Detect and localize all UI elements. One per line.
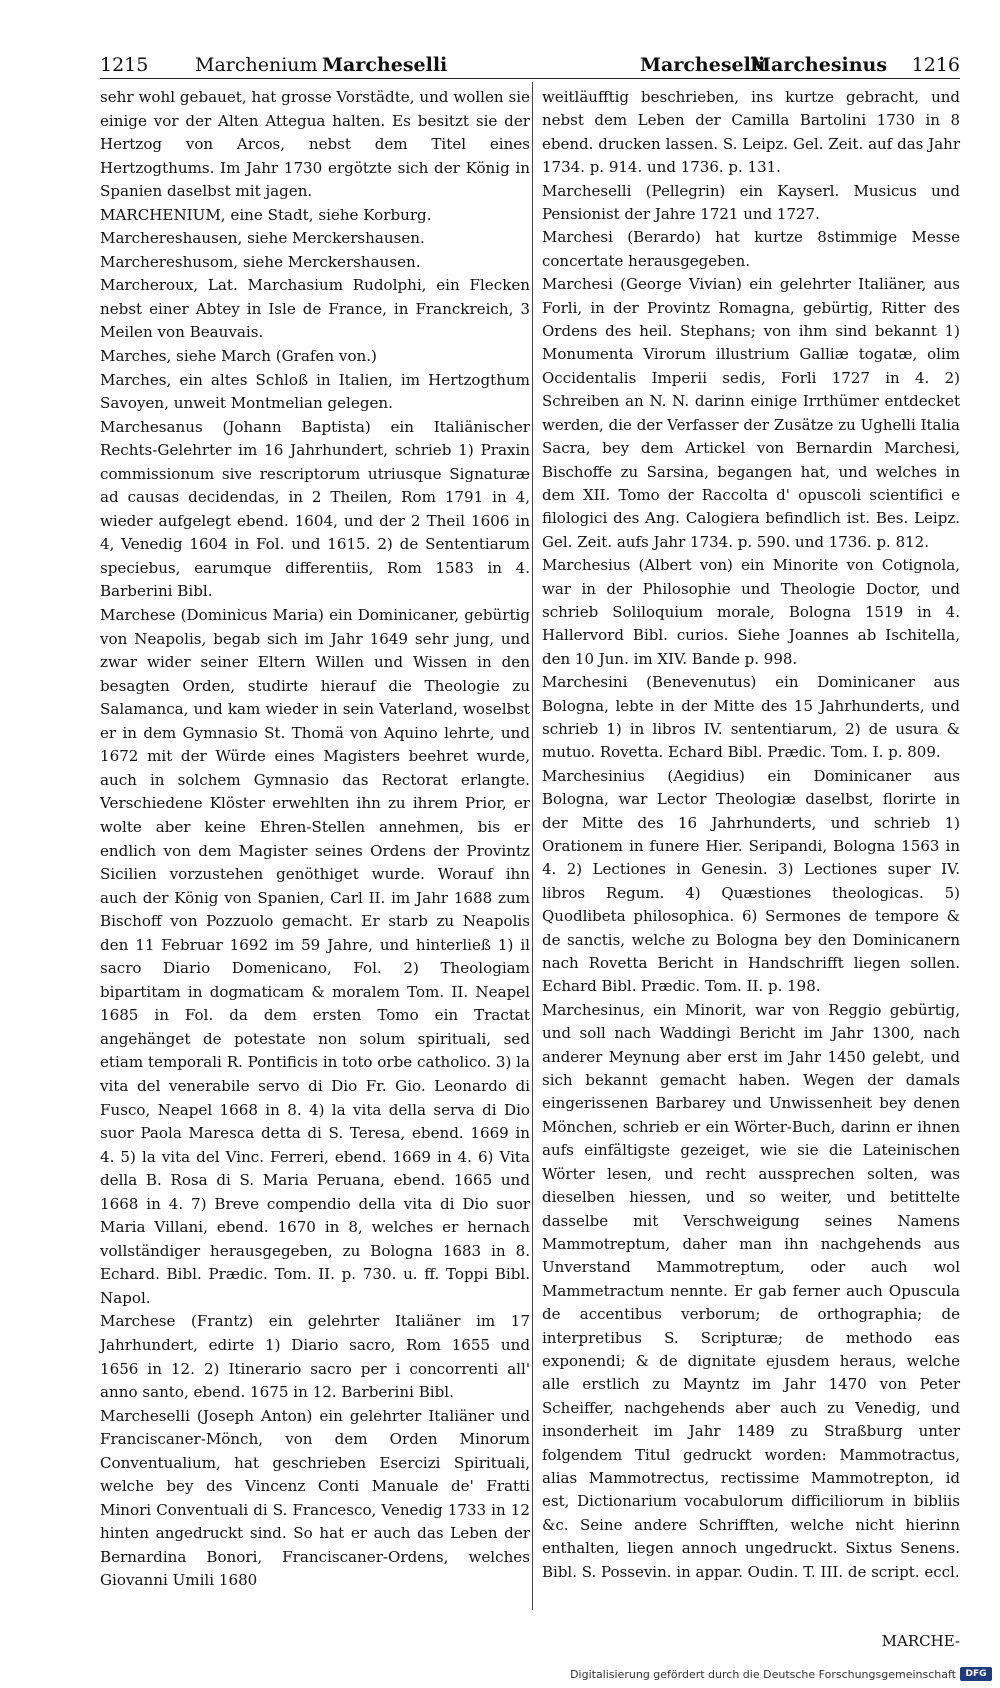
header-keyword-right-b: Marchesinus: [750, 54, 888, 76]
dfg-logo-icon: DFG: [960, 1667, 992, 1681]
entry: Marches, ein altes Schloß in Italien, im Hertzogthum Savoyen, unweit Montmelian gelegen.: [100, 370, 530, 413]
page-number-left: 1215: [100, 54, 149, 76]
entry: Marchesius (Albert von) ein Minorite von Cotignola, war in der Philosophie und Theologie Doctor, und schrieb Soliloquium morale, Bologna 1519 in 4. Hallervord Bibl. curios. Siehe Joannes ab Ischitella, den 10 Jun. im XIV. Bande p. 998.: [542, 556, 960, 668]
column-separator: [532, 82, 533, 1610]
entry: Marchese (Dominicus Maria) ein Dominicaner, gebürtig von Neapolis, begab sich im Jahr 1649 sehr jung, und zwar wider seiner Eltern Willen und Wissen in den besagten Orden, studirte hierauf die Theologie zu Salamanca, und kam wieder in sein Vaterland, woselbst er in dem Gymnasio St. Thomä von Aquino lehrte, und 1672 mit der Würde eines Magisters beehret wurde, auch in solchem Gymnasio das Rectorat erlangte. Verschiedene Klöster erwehlten ihn zu ihrem Prior, er wolte aber keine Ehren-Stellen annehmen, bis er endlich von dem Magister seines Ordens der Provintz Sicilien vorzustehen genöthiget wurde. Worauf ihn auch der König von Spanien, Carl II. im Jahr 1688 zum Bischoff von Pozzuolo gemacht. Er starb zu Neapolis den 11 Februar 1692 im 59 Jahre, und hinterließ 1) il sacro Diario Domenicano, Fol. 2) Theologiam bipartitam in dogmaticam & moralem Tom. II. Neapel 1685 in Fol. da dem ersten Tomo ein Tractat angehänget de potestate non solum spirituali, sed etiam temporali R. Pontificis in toto orbe catholico. 3) la vita del venerabile servo di Dio Fr. Gio. Leonardo di Fusco, Neapel 1668 in 8. 4) la vita della serva di Dio suor Paola Maresca detta di S. Teresa, ebend. 1669 in 4. 5) la vita del Vinc. Ferreri, ebend. 1669 in 4. 6) Vita della B. Rosa di S. Maria Peruana, ebend. 1665 und 1668 in 4. 7) Breve compendio della vita di Dio suor Maria Villani, ebend. 1670 in 8, welches er hernach vollständiger herausgegeben, zu Bologna 1683 in 8. Echard. Bibl. Prædic. Tom. II. p. 730. u. ff. Toppi Bibl. Napol.: [100, 606, 530, 1307]
entry: Marchese (Frantz) ein gelehrter Italiäner im 17 Jahrhundert, edirte 1) Diario sacro, Rom 1655 und 1656 in 12. 2) Itinerario sacro per i concorrenti all' anno santo, ebend. 1675 in 12. Barberini Bibl.: [100, 1312, 530, 1402]
header-keyword-left-a: Marchenium: [195, 54, 318, 76]
entry: Marcheselli (Pellegrin) ein Kayserl. Musicus und Pensionist der Jahre 1721 und 1727.: [542, 181, 960, 224]
entry: Marcheselli (Joseph Anton) ein gelehrter Italiäner und Franciscaner-Mönch, von dem Orden Minorum Conventualium, hat geschrieben Esercizi Spirituali, welche bey des Vincenz Conti Manuale de' Fratti Minori Conventuali di S. Francesco, Venedig 1733 in 12 hinten angedruckt sind. So hat er auch das Leben der Bernardina Bonori, Franciscaner-Ordens, welches Giovanni Umili 1680: [100, 1406, 530, 1590]
entry: MARCHENIUM, eine Stadt, siehe Korburg.: [100, 205, 432, 224]
entry: Marcheroux, Lat. Marchasium Rudolphi, ein Flecken nebst einer Abtey in Isle de France, in Franckreich, 3 Meilen von Beauvais.: [100, 276, 530, 342]
header-keyword-left-b: Marcheselli: [322, 54, 448, 76]
right-column: [542, 86, 960, 1584]
entry: Marchesini (Benevenutus) ein Dominicaner aus Bologna, lebte in der Mitte des 15 Jahrhunderts, und schrieb 1) in libros IV. sententiarum, 2) de usura & mutuo. Rovetta. Echard Bibl. Prædic. Tom. I. p. 809.: [542, 673, 960, 762]
header-rule: [100, 78, 960, 79]
footer-credit: Digitalisierung gefördert durch die Deutsche Forschungsgemeinschaft: [570, 1668, 956, 1681]
page-number-right: 1216: [911, 54, 960, 76]
catchword: MARCHE-: [881, 1632, 960, 1650]
header-keyword-right-a: Marcheselli: [640, 54, 766, 76]
entry: Marchesanus (Johann Baptista) ein Italiänischer Rechts-Gelehrter im 16 Jahrhundert, schrieb 1) Praxin commissionum sive rescriptorum utriusque Signaturæ ad causas decidendas, in 2 Theilen, Rom 1791 in 4, wieder aufgelegt ebend. 1604, und der 2 Theil 1606 in 4, Venedig 1604 in Fol. und 1615. 2) de Sententiarum speciebus, earumque differentiis, Rom 1583 in 4. Barberini Bibl.: [100, 417, 530, 601]
entry: Marchesi (Berardo) hat kurtze 8stimmige Messe concertate herausgegeben.: [542, 228, 960, 270]
entry: sehr wohl gebauet, hat grosse Vorstädte, und wollen sie einige vor der Alten Attegua halten. Es besitzt sie der Hertzog von Arcos, nebst dem Titel eines Hertzogthums. Im Jahr 1730 ergötzte sich der König in Spanien daselbst mit jagen.: [100, 88, 530, 201]
entry: Marchesinus, ein Minorit, war von Reggio gebürtig, und soll nach Waddingi Bericht im Jahr 1300, nach anderer Meynung aber erst im Jahr 1450 gelebt, und sich bekannt gemacht haben. Wegen der damals eingerissenen Barbarey und Unwissenheit bey denen Mönchen, schrieb er ein Wörter-Buch, darinn er ihnen aufs einfältigste gezeiget, wie sie die Lateinischen Wörter lesen, und recht aussprechen solten, was dieselben hiessen, und so weiter, und betittelte dasselbe mit Verschweigung seines Namens Mammotreptum, daher man ihn nachgehends aus Unverstand Mammotreptum, oder auch wol Mammetractum nennte. Er gab ferner auch Opuscula de accentibus verborum; de orthographia; de interpretibus S. Scripturæ; de methodo eas exponendi; & de dignitate ejusdem heraus, welche alle erstlich zu Mayntz im Jahr 1470 von Peter Scheiffer, nachgehends aber auch zu Venedig, und insonderheit im Jahr 1489 zu Straßburg unter folgendem Titul gedruckt worden: Mammotractus, alias Mammotrectus, rectissime Mammotrepton, id est, Dictionarium vocabulorum difficiliorum in bibliis &c. Seine andere Schrifften, welche nicht hierinn enthalten, liegen annoch ungedruckt. Sixtus Senens. Bibl. S. Possevin. in appar. Oudin. T. III. de script. eccl.: [542, 1000, 960, 1581]
entry: Marchereshausen, siehe Merckershausen.: [100, 229, 425, 248]
entry: Marchesinius (Aegidius) ein Dominicaner aus Bologna, war Lector Theologiæ daselbst, florirte in der Mitte des 16 Jahrhunderts, und schrieb 1) Orationem in funere Hier. Seripandi, Bologna 1563 in 4. 2) Lectiones in Genesin. 3) Lectiones super IV. libros Regum. 4) Quæstiones theologicas. 5) Quodlibeta philosophica. 6) Sermones de tempore & de sanctis, welche zu Bologna bey den Dominicanern nach Rovetta Bericht in Handschrifft liegen sollen. Echard Bibl. Prædic. Tom. II. p. 198.: [542, 766, 960, 996]
left-column: [100, 86, 530, 1593]
entry: weitläufftig beschrieben, ins kurtze gebracht, und nebst dem Leben der Camilla Bartolini 1730 in 8 ebend. drucken lassen. S. Leipz. Gel. Zeit. auf das Jahr 1734. p. 914. und 1736. p. 131.: [542, 88, 960, 177]
running-header: [100, 50, 960, 80]
entry: Marchesi (George Vivian) ein gelehrter Italiäner, aus Forli, in der Provintz Romagna, gebürtig, Ritter des Ordens des heil. Stephans; von ihm sind bekannt 1) Monumenta Virorum illustrium Galliæ togatæ, olim Occidentalis Imperii sedis, Forli 1727 in 4. 2) Schreiben an N. N. darinn einige Irrthümer entdecket werden, die der Verfasser der Zusätze zu Ughelli Italia Sacra, bey dem Artickel von Bernardin Marchesi, Bischoffe zu Sarsina, begangen hat, und welches in dem XII. Tomo der Raccolta d' opuscoli scientifici e filologici des Ang. Calogiera befindlich ist. Bes. Leipz. Gel. Zeit. aufs Jahr 1734. p. 590. und 1736. p. 812.: [542, 275, 960, 551]
entry: Marches, siehe March (Grafen von.): [100, 347, 377, 366]
entry: Marchereshusom, siehe Merckershausen.: [100, 252, 421, 271]
digitization-footer: [0, 1664, 1000, 1686]
